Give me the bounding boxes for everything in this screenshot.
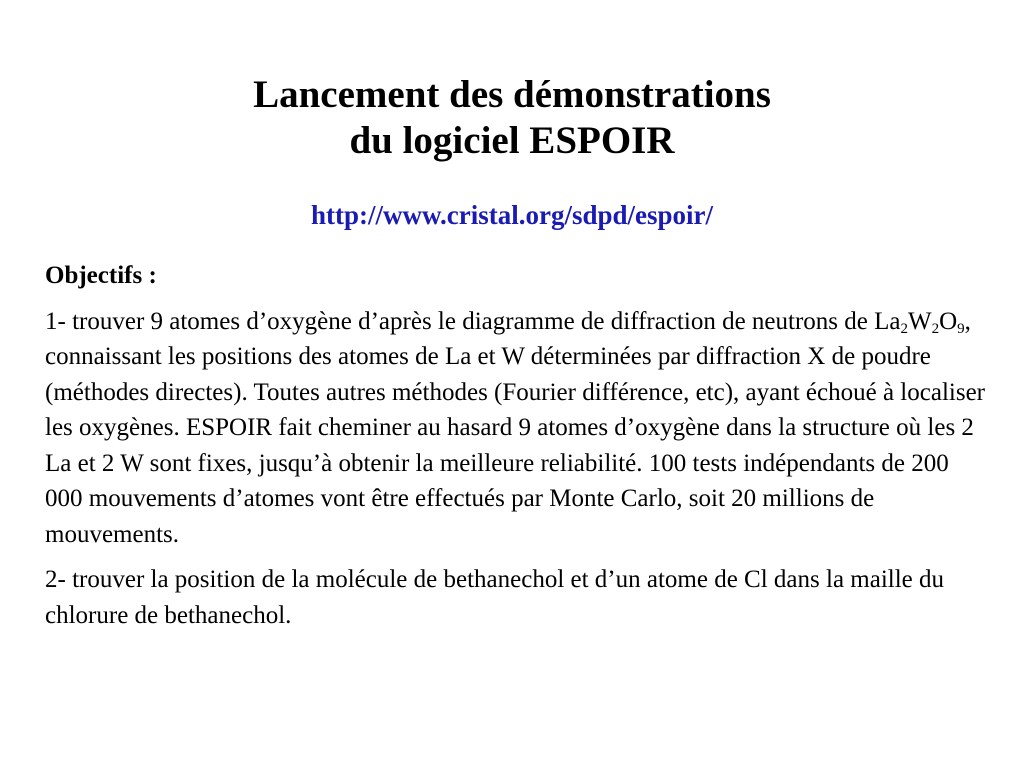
objective-item-1	[45, 304, 985, 553]
chemical-formula	[874, 308, 965, 335]
formula-subscript-o: 9	[957, 320, 965, 337]
formula-subscript-w: 2	[931, 320, 940, 337]
title-line-2: du logiciel ESPOIR	[349, 119, 675, 162]
formula-element-o: O	[939, 307, 958, 335]
espoir-url-link[interactable]: http://www.cristal.org/sdpd/espoir/	[310, 200, 714, 230]
objectives-heading: Objectifs :	[45, 262, 157, 289]
slide-title	[0, 72, 1024, 164]
formula-subscript-la: 2	[900, 320, 908, 337]
formula-element-la: La	[874, 307, 901, 335]
objective-1-text-end: , connaissant les positions des atomes de La et W déterminées par diffraction X de poudre (méthodes directes). Toutes autres méthodes (Fourier différence, etc), ayant échoué à localiser les oxygènes. ESPOIR fait cheminer au hasard 9 atomes d’oxygène dans la structure où les 2 La et 2 W sont fixes, jusqu’à obtenir la meilleure reliabilité. 100 tests indépendants de 200 000 mouvements d’atomes vont être effectués par Monte Carlo, soit 20 millions de mouvements.	[45, 307, 985, 548]
content-body	[45, 258, 985, 643]
objective-item-2: 2- trouver la position de la molécule de bethanechol et d’un atome de Cl dans la maille du chlorure de bethanechol.	[45, 566, 945, 629]
title-line-1: Lancement des démonstrations	[253, 73, 771, 116]
objective-1-text-start: 1- trouver 9 atomes d’oxygène d’après le diagramme de diffraction de neutrons de	[45, 307, 875, 335]
formula-element-w: W	[907, 307, 932, 335]
